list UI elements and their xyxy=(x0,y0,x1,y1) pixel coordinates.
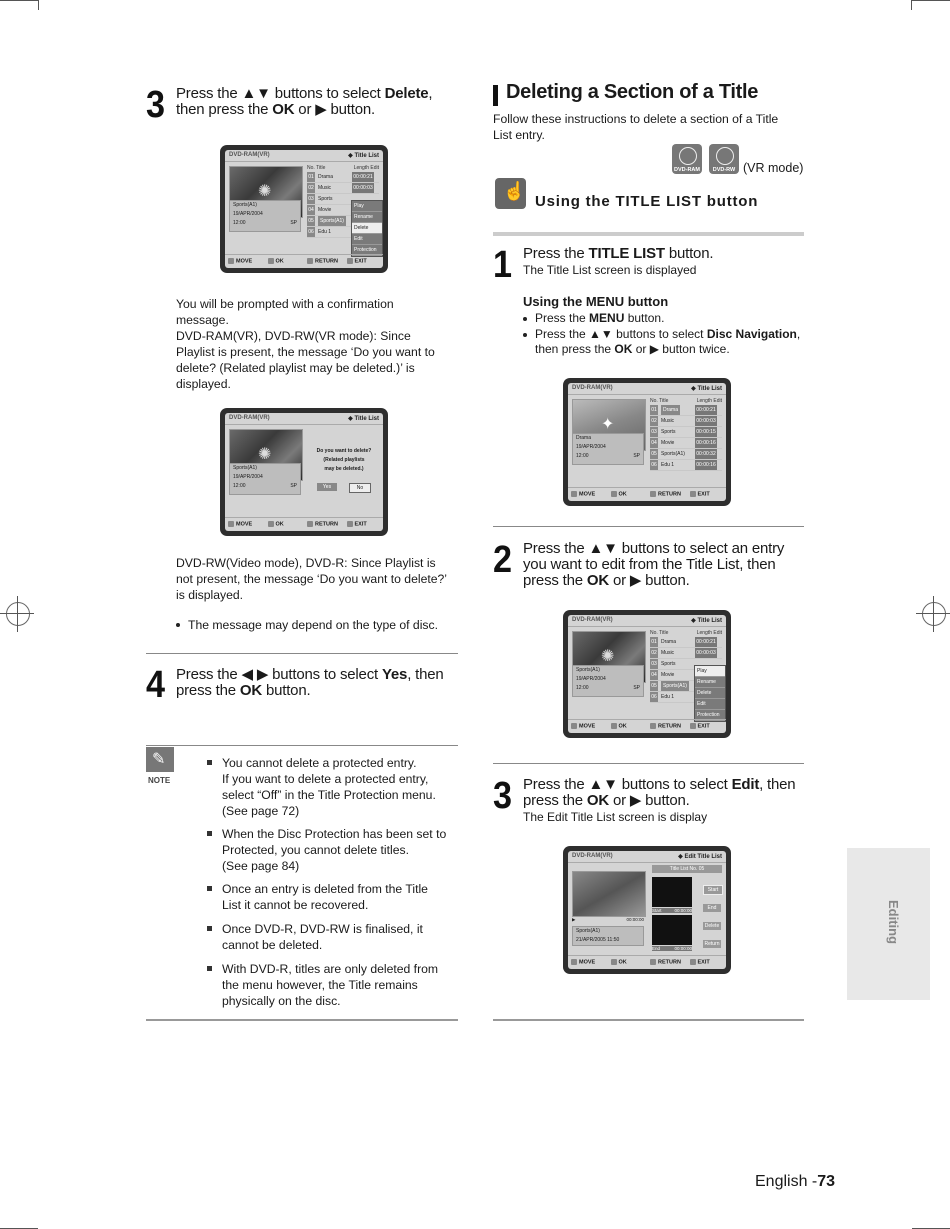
step-1-sub: The Title List screen is displayed xyxy=(523,263,697,277)
menu-bullet: Press the MENU button. xyxy=(535,311,665,325)
end-button[interactable]: End xyxy=(703,904,721,912)
step-3-heading: Press the ▲▼ buttons to select Delete, then press the OK or ▶ button. xyxy=(176,85,433,118)
confirmation-text: You will be prompted with a confirmation message. DVD-RAM(VR), DVD-RW(VR mode): Since Playlist is present, the message ‘Do you want to delete? (Related playlist may be deleted.)’ is displayed. xyxy=(176,297,435,391)
butterfly-icon: ✺ xyxy=(258,446,272,463)
delete-button[interactable]: Delete xyxy=(704,923,720,929)
dvd-rw-disc-icon: DVD-RW xyxy=(709,144,739,174)
edit-title-list-screen: DVD-RAM(VR) ◆ Edit Title List ▶ 00:00:00 Sports(A1) 21/APR/2005 11:50 Title List No. 05 Start 00:00:00 End 00:00:00 Start End Delete Return MOVE OK RETURN EXIT xyxy=(563,846,731,974)
note-item: Once DVD-R, DVD-RW is finalised, it cannot be deleted. xyxy=(222,922,423,952)
note-pencil-icon: ✎ xyxy=(146,747,174,772)
title-list-screen: DVD-RAM(VR) ◆ Title List ✦ Drama 19/APR/2004 12:00 SP No. Title Length Edit 01 Drama 00:00:21 02 Music 00:00:03 03 Sports 00:00:15 04 Movie 00:00:16 05 Sports(A1) 00:00:32 06 Edu 1 00:00:16 MOVE OK RETURN EXIT xyxy=(563,378,731,506)
title-list-screen: DVD-RAM(VR) ◆ Title List ✺ Sports(A1) 19/APR/2004 12:00 SP No. Title Length Edit 01 Drama 00:00:21 02 Music 00:00:03 03 Sports 04 Movie 05 Sports(A1) 06 Edu 1 Play Rename Delete Edit Protection MOVE OK RETURN EXIT xyxy=(563,610,731,738)
vr-mode-label: (VR mode) xyxy=(743,161,804,175)
step-number: 2 xyxy=(493,539,513,581)
bird-icon: ✦ xyxy=(601,416,615,433)
intro-text: Follow these instructions to delete a section of a Title List entry. xyxy=(493,112,779,142)
editing-side-tab: Editing xyxy=(847,848,930,1000)
disc-type-bullet: The message may depend on the type of disc. xyxy=(188,618,438,632)
menu-bullet: Press the ▲▼ buttons to select Disc Navigation, then press the OK or ▶ button twice. xyxy=(535,327,801,356)
title-list-screen: DVD-RAM(VR) ◆ Title List ✺ Sports(A1) 19/APR/2004 12:00 SP No. Title Length Edit 01 Drama 00:00:21 02 Music 00:00:03 03 Sports 04 Movie 05 Sports(A1) 06 Edu 1 Play Rename Delete Edit Protection MOVE OK RETURN EXIT xyxy=(220,145,388,273)
step-number: 3 xyxy=(146,84,166,126)
dvd-ram-disc-icon: DVD-RAM xyxy=(672,144,702,174)
note-item: You cannot delete a protected entry. If you want to delete a protected entry, select “Off” in the Title Protection menu. (See page 72) xyxy=(222,756,436,818)
note-item: Once an entry is deleted from the Title List it cannot be recovered. xyxy=(222,882,428,912)
menu-button-heading: Using the MENU button xyxy=(523,294,669,309)
dvdr-text: DVD-RW(Video mode), DVD-R: Since Playlist is not present, the message ‘Do you want to delete?’ is displayed. xyxy=(176,556,447,602)
subsection-title: Using the TITLE LIST button xyxy=(535,193,759,210)
butterfly-icon: ✺ xyxy=(258,183,272,200)
step-3-right-heading: Press the ▲▼ buttons to select Edit, then press the OK or ▶ button. xyxy=(523,776,796,809)
step-number: 4 xyxy=(146,664,166,706)
no-button[interactable]: No xyxy=(349,483,371,493)
step-4-heading: Press the ◀ ▶ buttons to select Yes, then press the OK button. xyxy=(176,666,444,699)
step-3-sub: The Edit Title List screen is display xyxy=(523,810,708,824)
confirm-delete-screen: DVD-RAM(VR) ◆ Title List ✺ Sports(A1) 19/APR/2004 12:00 SP Do you want to delete? (Related playlists may be deleted.) Yes No MOVE OK RETURN EXIT xyxy=(220,408,388,536)
step-1-heading: Press the TITLE LIST button. xyxy=(523,245,714,262)
edit-menu: Play Rename Delete Edit Protection xyxy=(694,665,726,722)
yes-button[interactable]: Yes xyxy=(317,483,337,491)
butterfly-icon: ✺ xyxy=(601,648,615,665)
note-item: With DVD-R, titles are only deleted from the menu however, the Title remains physically on the disc. xyxy=(222,962,439,1008)
page-footer: English -73 xyxy=(755,1173,836,1190)
hand-press-icon: ☝ xyxy=(495,178,526,209)
edit-menu: Play Rename Delete Edit Protection xyxy=(351,200,383,257)
start-button[interactable]: Start xyxy=(703,885,723,895)
note-item: When the Disc Protection has been set to Protected, you cannot delete titles. (See page 84) xyxy=(222,827,447,873)
return-button[interactable]: Return xyxy=(704,941,720,947)
section-title: Deleting a Section of a Title xyxy=(506,81,759,103)
step-2-heading: Press the ▲▼ buttons to select an entry you want to edit from the Title List, then press the OK or ▶ button. xyxy=(523,540,785,589)
step-number: 1 xyxy=(493,244,513,286)
step-number: 3 xyxy=(493,775,513,817)
note-label: NOTE xyxy=(148,776,171,785)
